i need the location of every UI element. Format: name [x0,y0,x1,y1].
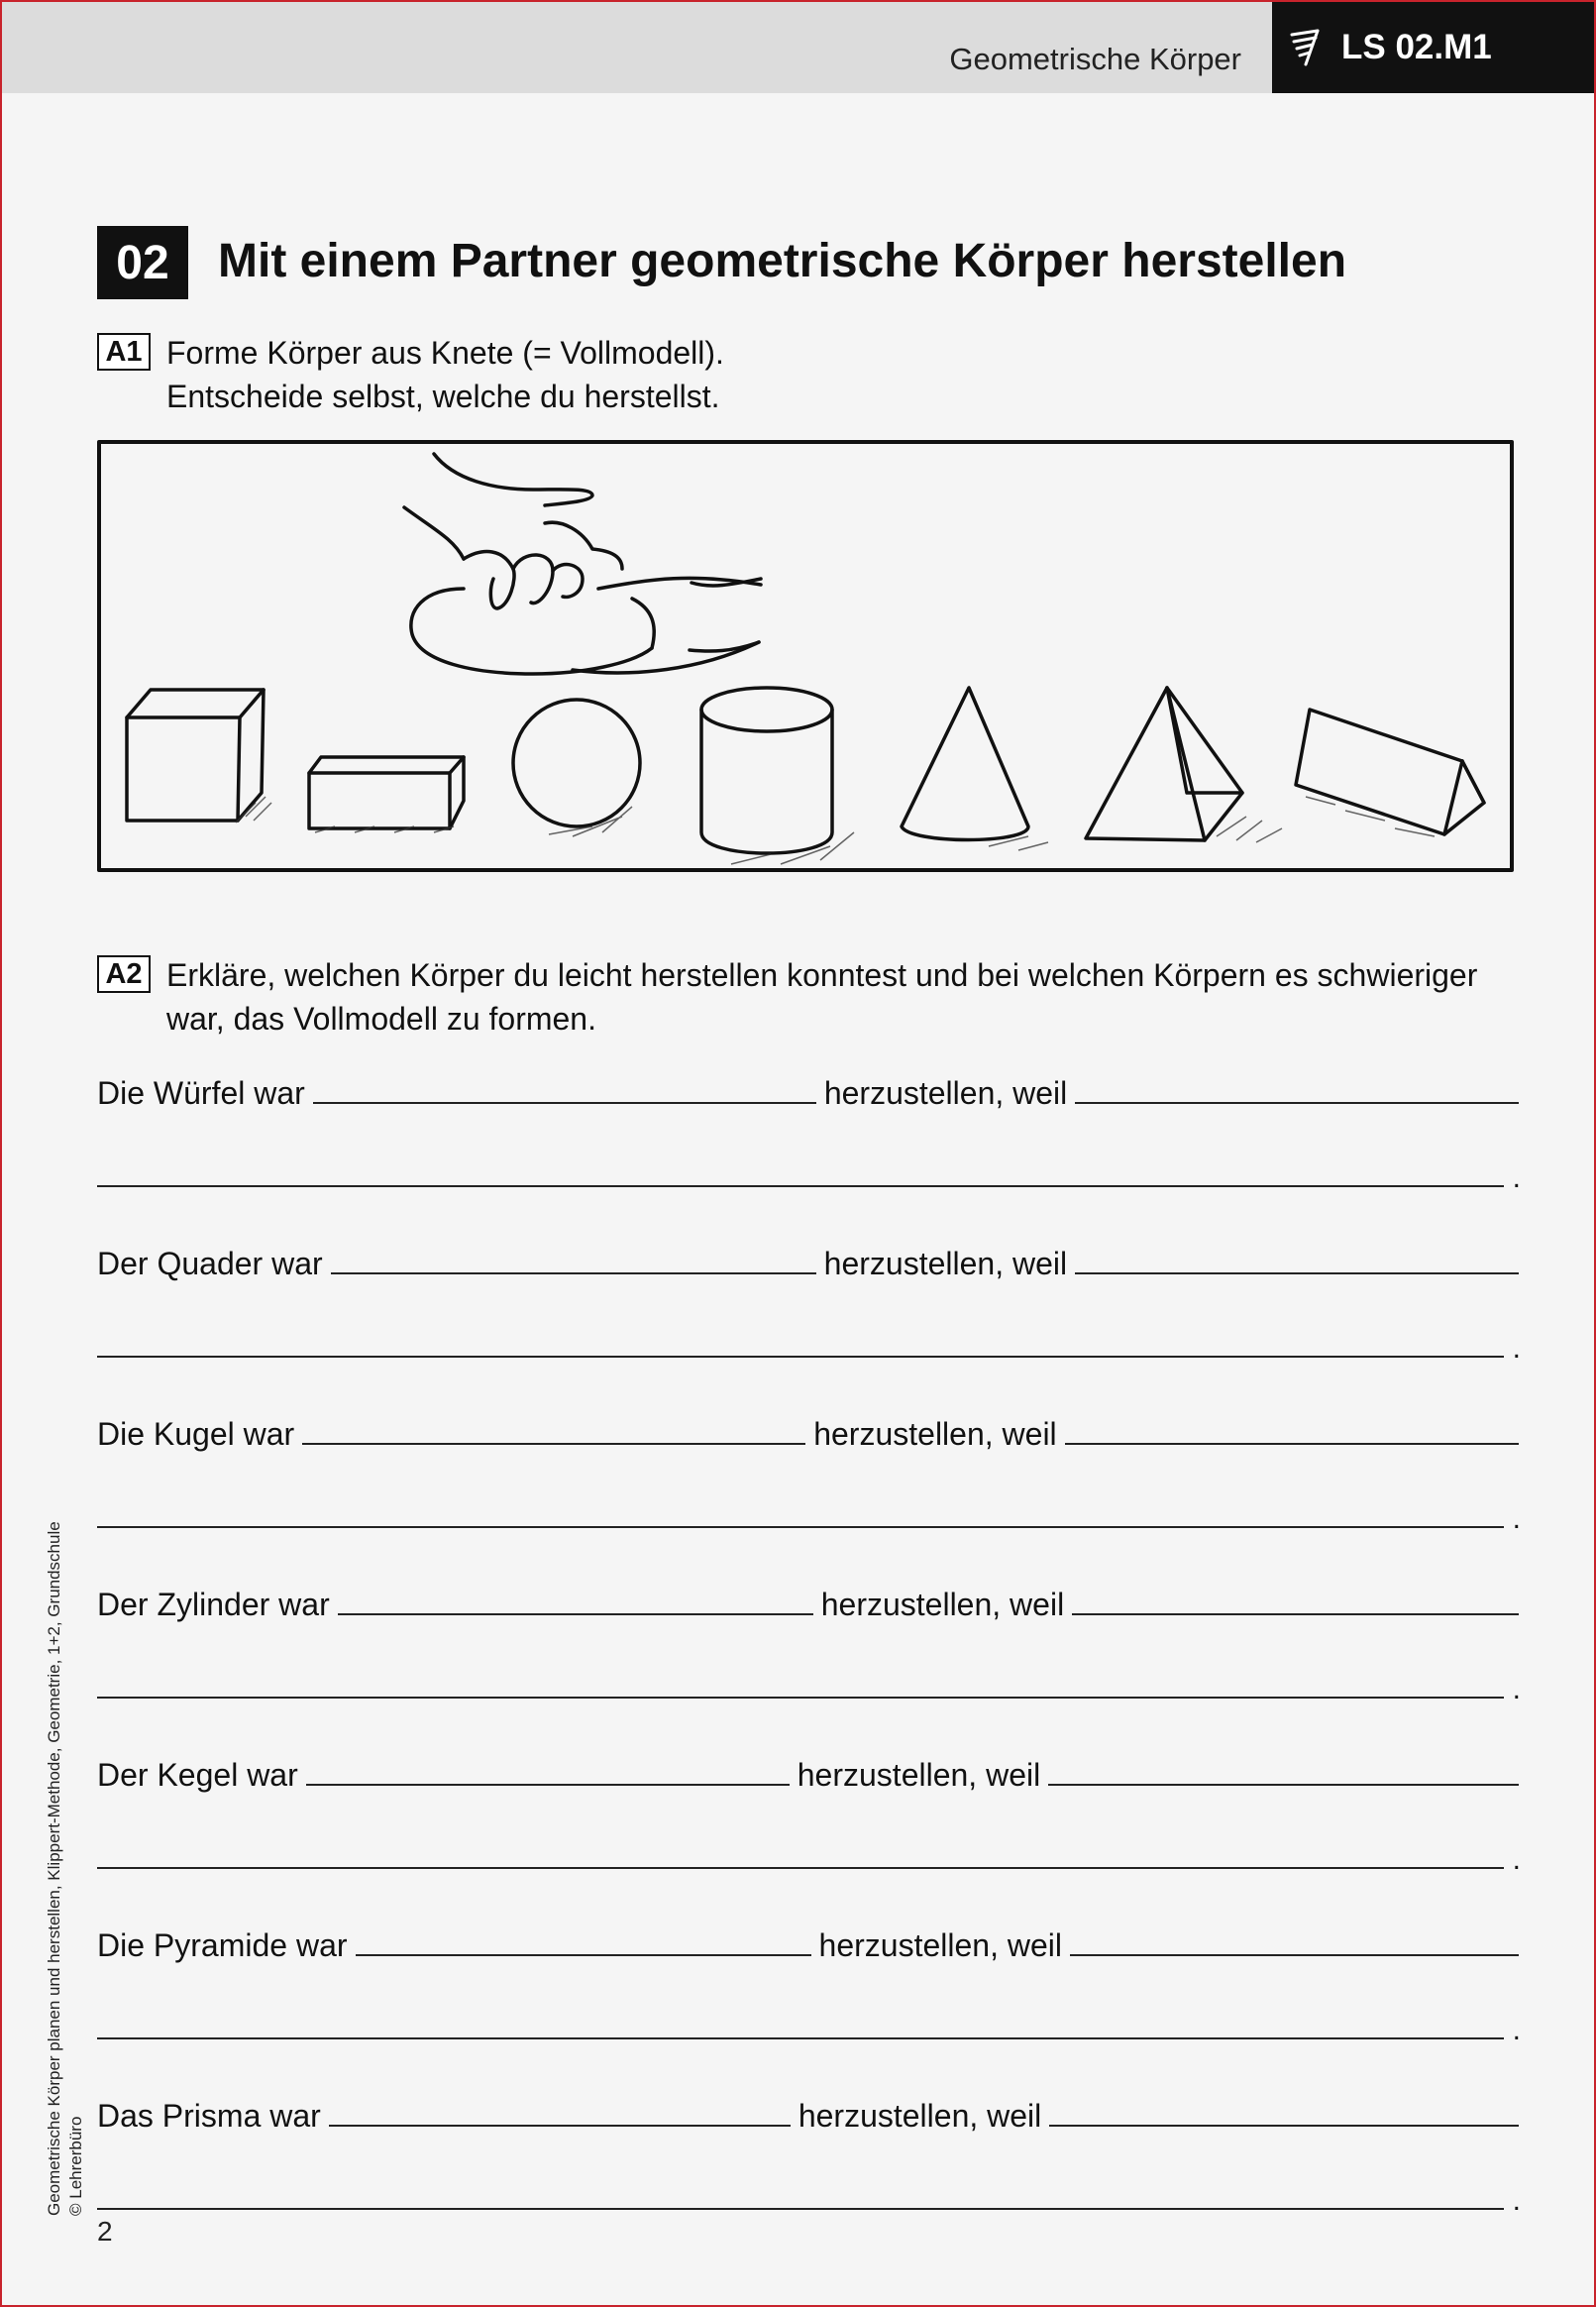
answer-row-prisma [97,2079,1519,2139]
answer-continuation-kugel[interactable] [97,1502,1521,1536]
prism-icon [1296,710,1484,834]
row-middle-text: herzustellen, weil [797,1757,1041,1793]
task-text-a1 [166,331,724,418]
answer-row-pyramide [97,1909,1519,1968]
page-title: Mit einem Partner geometrische Körper herstellen [218,235,1347,287]
answer-blank-adjective[interactable] [329,2125,791,2127]
header-code: LS 02.M1 [1341,28,1492,66]
answer-blank-reason[interactable] [1070,1954,1519,1956]
answer-blank-adjective[interactable] [302,1443,805,1445]
answer-blank-adjective[interactable] [356,1954,811,1956]
answer-row-zylinder [97,1568,1519,1627]
task-a2-line-2: war, das Vollmodell zu formen. [166,1001,596,1037]
answer-blank-adjective[interactable] [338,1613,813,1615]
task-a2-line-1: Erkläre, welchen Körper du leicht herstellen konntest und bei welchen Körpern es schwieriger [166,957,1478,993]
row-end-dot: . [1512,1843,1521,1876]
section-number: 02 [97,226,188,299]
task-a1-line-2: Entscheide selbst, welche du herstellst. [166,379,720,414]
answer-blank-reason[interactable] [1048,1784,1519,1786]
answer-blank-adjective[interactable] [331,1272,816,1274]
answer-blank-reason[interactable] [1049,2125,1519,2127]
answer-blank-adjective[interactable] [313,1102,816,1104]
task-label-a1: A1 [97,333,151,371]
row-subject: Die Würfel war [97,1075,305,1111]
answer-row-kugel [97,1397,1519,1457]
sphere-icon [513,700,640,826]
pyramid-icon [1086,688,1242,840]
row-end-dot: . [1512,1673,1521,1705]
cuboid-icon [309,757,464,828]
credit-line-2: © Lehrerbüro [66,2116,85,2216]
row-end-dot: . [1512,1332,1521,1365]
row-end-dot: . [1512,1161,1521,1194]
credit-line-1: Geometrische Körper planen und herstellen, Klippert-Methode, Geometrie, 1+2, Grundschule [45,1521,63,2216]
page-number: 2 [97,2216,113,2247]
row-end-dot: . [1512,2014,1521,2046]
row-subject: Der Kegel war [97,1757,298,1793]
answer-row-wuerfel [97,1056,1519,1116]
spiral-logo-icon [1288,27,1328,68]
answer-blank-adjective[interactable] [306,1784,790,1786]
answer-blank-reason[interactable] [1065,1443,1519,1445]
row-subject: Die Kugel war [97,1416,295,1452]
hand-kneading-icon [404,454,761,674]
answer-blank-reason[interactable] [1075,1102,1519,1104]
answer-continuation-prisma[interactable] [97,2184,1521,2218]
task-label-a2: A2 [97,955,151,993]
row-subject: Der Quader war [97,1246,323,1281]
row-subject: Der Zylinder war [97,1587,330,1622]
answer-continuation-wuerfel[interactable] [97,1161,1521,1195]
side-credit [44,1521,87,2216]
answer-continuation-zylinder[interactable] [97,1673,1521,1706]
clay-shapes-illustration [97,440,1514,872]
answer-row-quader [97,1227,1519,1286]
row-middle-text: herzustellen, weil [818,1927,1062,1963]
header-code-box [1272,2,1594,93]
answer-blank-reason[interactable] [1072,1613,1519,1615]
header-title: Geometrische Körper [949,42,1241,76]
row-subject: Das Prisma war [97,2098,321,2134]
answer-blank-reason[interactable] [1075,1272,1519,1274]
cylinder-icon [701,688,832,853]
cone-icon [902,688,1028,840]
task-a1-line-1: Forme Körper aus Knete (= Vollmodell). [166,335,724,371]
task-text-a2 [166,953,1477,1041]
cube-icon [127,690,264,821]
answer-continuation-kegel[interactable] [97,1843,1521,1877]
row-middle-text: herzustellen, weil [798,2098,1042,2134]
row-subject: Die Pyramide war [97,1927,348,1963]
answer-continuation-pyramide[interactable] [97,2014,1521,2047]
row-end-dot: . [1512,1502,1521,1535]
row-end-dot: . [1512,2184,1521,2217]
row-middle-text: herzustellen, weil [823,1246,1068,1281]
answer-row-kegel [97,1738,1519,1798]
row-middle-text: herzustellen, weil [813,1416,1057,1452]
header-band [2,2,1594,93]
answer-continuation-quader[interactable] [97,1332,1521,1366]
row-middle-text: herzustellen, weil [820,1587,1065,1622]
row-middle-text: herzustellen, weil [823,1075,1068,1111]
